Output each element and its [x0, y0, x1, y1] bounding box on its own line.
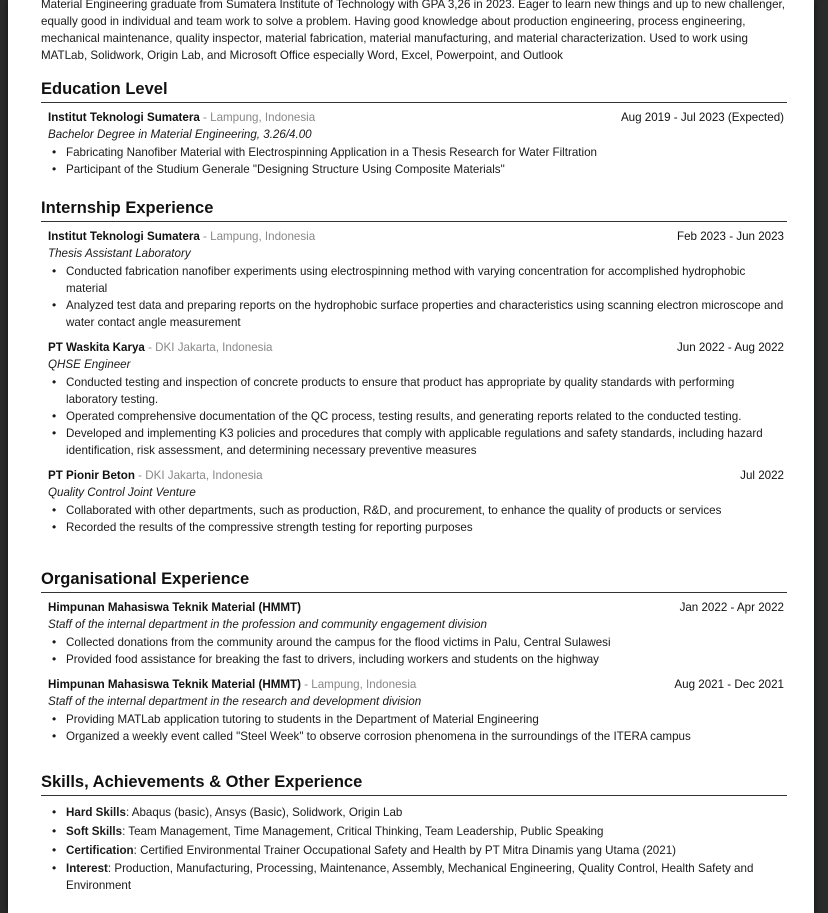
list-item: • Participant of the Studium Generale "Designing Structure Using Composite Materials"	[41, 161, 787, 178]
skill-label: Interest	[66, 862, 108, 875]
organisational-entry	[41, 600, 787, 668]
section-title-organisational: Organisational Experience	[41, 570, 787, 593]
section-title-education: Education Level	[41, 80, 787, 103]
entry-location: - Lampung, Indonesia	[199, 111, 316, 124]
list-item: • Analyzed test data and preparing reports on the hydrophobic surface properties and characteristics using scanning electron microscope and water contact angle measurement	[41, 297, 787, 331]
entry-header	[41, 600, 787, 616]
skill-text: : Certified Environmental Trainer Occupational Safety and Health by PT Mitra Dinamis yang Utama (2021)	[133, 844, 677, 857]
entry-header	[41, 340, 787, 356]
skill-text: : Production, Manufacturing, Processing, Maintenance, Assembly, Mechanical Engineering, Quality Control, Health Safety and Environment	[66, 862, 754, 892]
entry-org: Institut Teknologi Sumatera	[48, 230, 200, 243]
internship-entry	[41, 229, 787, 331]
entry-date: Aug 2021 - Dec 2021	[674, 678, 784, 691]
entry-date: Feb 2023 - Jun 2023	[677, 230, 784, 243]
internship-entry	[41, 468, 787, 536]
entry-header	[41, 110, 787, 126]
entry-role: Staff of the internal department in the profession and community engagement division	[48, 618, 487, 631]
list-item: • Collaborated with other departments, such as production, R&D, and procurement, to enhance the quality of products or services	[41, 502, 787, 519]
list-item: • Providing MATLab application tutoring to students in the Department of Material Engineering	[41, 711, 787, 728]
entry-role: Quality Control Joint Venture	[48, 486, 196, 499]
skill-item-certification	[41, 841, 787, 860]
list-item: • Fabricating Nanofiber Material with Electrospinning Application in a Thesis Research for Water Filtration	[41, 144, 787, 161]
list-item: • Developed and implementing K3 policies and procedures that comply with applicable regulations and safety standards, including hazard identification, risk assessment, and determining necessary preventive measures	[41, 425, 787, 459]
entry-bullets	[41, 144, 787, 178]
skills-list	[41, 803, 787, 894]
entry-header	[41, 229, 787, 245]
list-item: • Conducted testing and inspection of concrete products to ensure that product has appropriate by quality standards with performing laboratory testing.	[41, 374, 787, 408]
skill-item-hard-skills	[41, 803, 787, 822]
entry-org: Himpunan Mahasiswa Teknik Material (HMMT)	[48, 601, 301, 614]
entry-bullets	[41, 263, 787, 331]
entry-org: Institut Teknologi Sumatera	[48, 111, 200, 124]
internship-section	[41, 199, 787, 545]
entry-bullets	[41, 502, 787, 536]
entry-date: Jun 2022 - Aug 2022	[676, 341, 784, 354]
entry-header	[41, 468, 787, 484]
list-item: • Conducted fabrication nanofiber experiments using electrospinning method with varying concentration for accomplished hydrophobic material	[41, 263, 787, 297]
skill-label: Soft Skills	[66, 825, 123, 838]
entry-role: Staff of the internal department in the research and development division	[48, 695, 422, 708]
entry-bullets	[41, 374, 787, 459]
entry-org: PT Waskita Karya	[48, 341, 145, 354]
skill-label: Hard Skills	[66, 806, 126, 819]
skill-text: : Abaqus (basic), Ansys (Basic), Solidwork, Origin Lab	[125, 806, 403, 819]
entry-date: Aug 2019 - Jul 2023 (Expected)	[620, 111, 784, 124]
profile-summary: Material Engineering graduate from Sumatera Institute of Technology with GPA 3,26 in 2023. Eager to learn new things and up to new challenger, equally good in individual and team work to solve a problem. Having good knowledge about production engineering, process engineering, mechanical maintenance, quality inspector, material fabrication, material manufacturing, and material characterization. Used to work using MATLab, Solidwork, Origin Lab, and Microsoft Office especially Word, Excel, Powerpoint, and Outlook	[41, 0, 785, 62]
entry-bullets	[41, 634, 787, 668]
entry-org: Himpunan Mahasiswa Teknik Material (HMMT)	[48, 678, 301, 691]
organisational-section	[41, 570, 787, 754]
entry-bullets	[41, 711, 787, 745]
education-entry	[41, 110, 787, 178]
entry-org: PT Pionir Beton	[48, 469, 135, 482]
list-item: • Operated comprehensive documentation of the QC process, testing results, and generating reports related to the conducted testing.	[41, 408, 787, 425]
organisational-entry	[41, 677, 787, 745]
internship-entry	[41, 340, 787, 459]
skill-item-soft-skills	[41, 822, 787, 841]
resume-page	[8, 0, 814, 913]
list-item: • Recorded the results of the compressive strength testing for reporting purposes	[41, 519, 787, 536]
entry-location: - DKI Jakarta, Indonesia	[144, 341, 273, 354]
list-item: • Provided food assistance for breaking the fast to drivers, including workers and students on the highway	[41, 651, 787, 668]
skill-item-interest	[41, 860, 787, 894]
skill-label: Certification	[66, 844, 134, 857]
entry-header	[41, 677, 787, 693]
list-item: • Collected donations from the community around the campus for the flood victims in Palu, Central Sulawesi	[41, 634, 787, 651]
entry-location: - Lampung, Indonesia	[300, 678, 417, 691]
list-item: • Organized a weekly event called "Steel Week" to observe corrosion phenomena in the surroundings of the ITERA campus	[41, 728, 787, 745]
entry-location: - DKI Jakarta, Indonesia	[134, 469, 263, 482]
entry-role: Thesis Assistant Laboratory	[48, 247, 191, 260]
entry-role: Bachelor Degree in Material Engineering, 3.26/4.00	[48, 128, 312, 141]
skills-section	[41, 773, 787, 894]
entry-date: Jul 2022	[740, 469, 784, 482]
section-title-skills: Skills, Achievements & Other Experience	[41, 773, 787, 796]
entry-location: - Lampung, Indonesia	[199, 230, 316, 243]
skill-text: : Team Management, Time Management, Critical Thinking, Team Leadership, Public Speaking	[122, 825, 604, 838]
entry-date: Jan 2022 - Apr 2022	[679, 601, 784, 614]
entry-role: QHSE Engineer	[48, 358, 131, 371]
education-section	[41, 80, 787, 187]
section-title-internship: Internship Experience	[41, 199, 787, 222]
resume-content	[41, 0, 787, 892]
